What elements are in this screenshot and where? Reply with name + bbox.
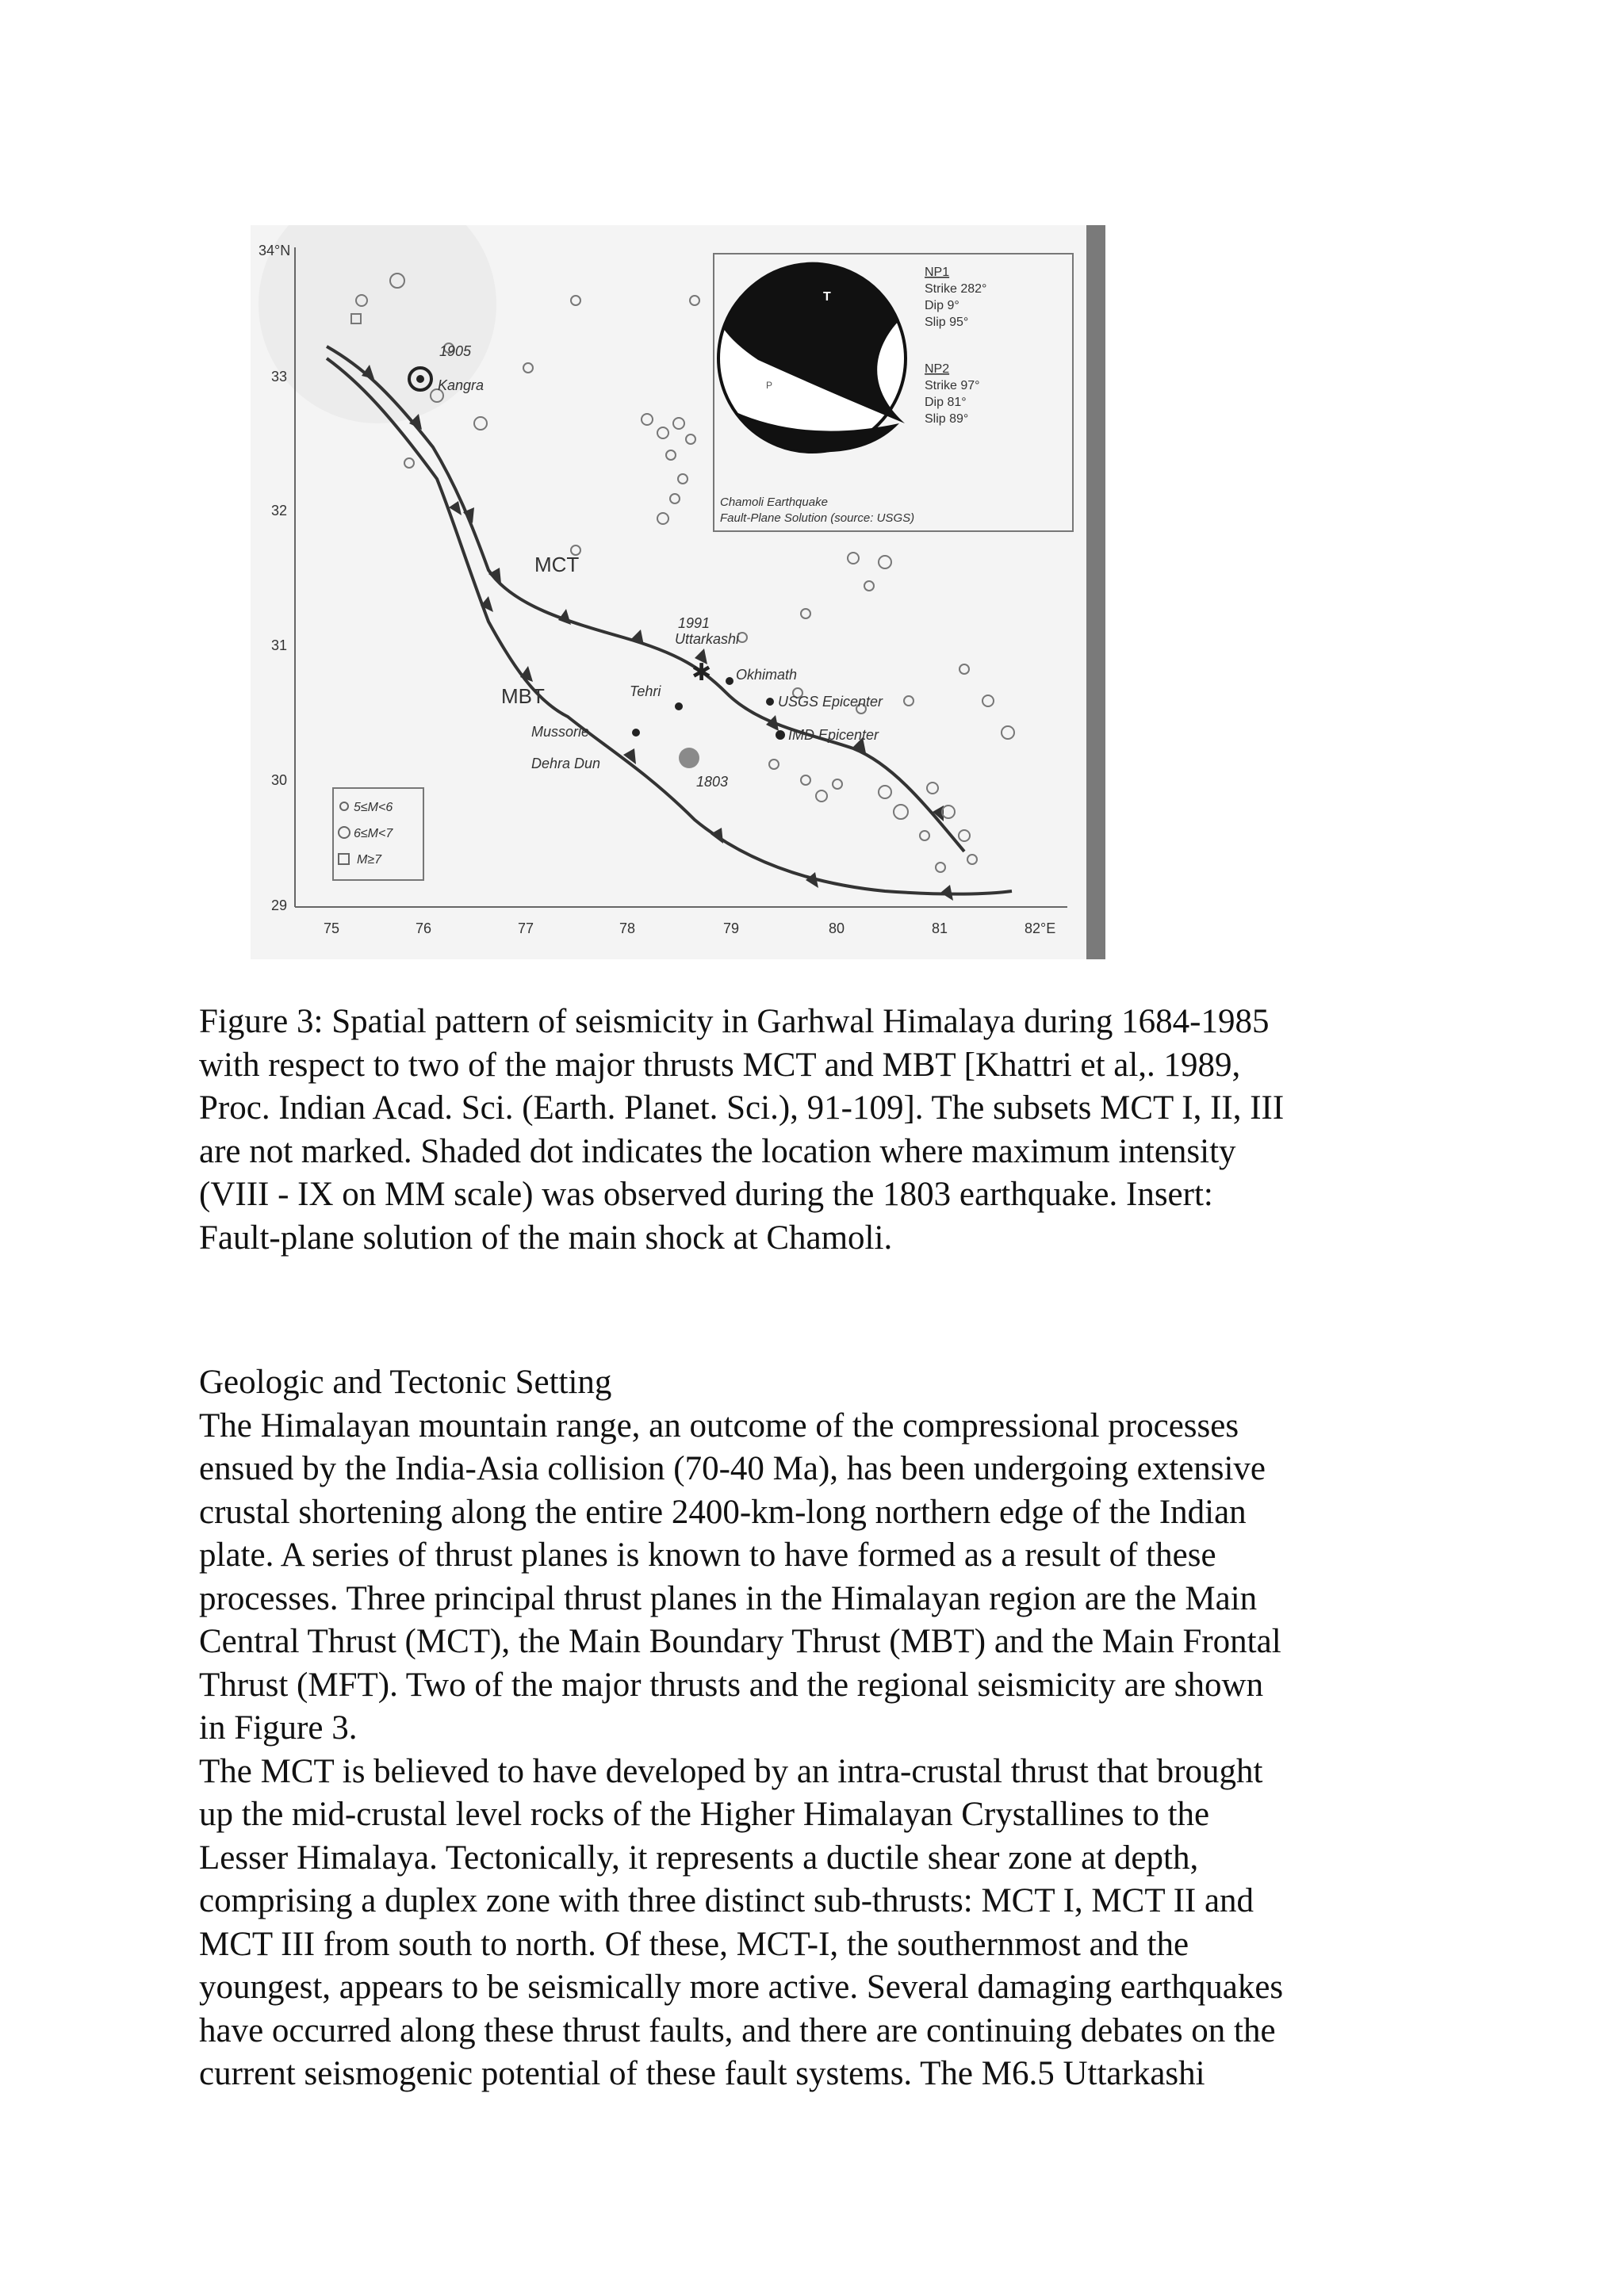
caption-line: Proc. Indian Acad. Sci. (Earth. Planet. Sci.), 91-109]. The subsets MCT I, II, III [199,1089,1285,1127]
lon-label: 79 [723,920,740,936]
lat-label: 31 [271,637,288,653]
place-label: Dehra Dun [531,756,601,771]
section-geologic-setting [199,1361,1436,2096]
np1-line: Dip 9° [925,299,959,312]
body-line: The Himalayan mountain range, an outcome of the compressional processes [199,1406,1239,1445]
imd-epicenter-label: IMD Epicenter [788,727,879,743]
place-label: Kangra [438,377,485,393]
lon-label: 81 [932,920,948,936]
lon-label: 77 [518,920,534,936]
legend-entry: 6≤M<7 [354,827,393,840]
body-line: comprising a duplex zone with three distinct sub-thrusts: MCT I, MCT II and [199,1882,1254,1919]
place-label: Tehri [630,683,661,699]
body-line: Central Thrust (MCT), the Main Boundary Thrust (MBT) and the Main Frontal [199,1623,1281,1660]
body-line: youngest, appears to be seismically more active. Several damaging earthquakes [199,1969,1284,2006]
caption-line: (VIII - IX on MM scale) was observed during the 1803 earthquake. Insert: [199,1176,1213,1213]
inset-caption-line: Fault-Plane Solution (source: USGS) [720,511,915,525]
lon-label: 78 [619,920,636,936]
usgs-epicenter-marker [766,698,774,706]
mbt-label: MBT [501,684,545,708]
body-line: Lesser Himalaya. Tectonically, it represents a ductile shear zone at depth, [199,1839,1199,1877]
event-year-label: 1803 [696,774,729,790]
inset-caption-line: Chamoli Earthquake [720,496,828,509]
imd-epicenter-marker [776,730,785,740]
lat-label: 34°N [259,243,291,258]
dehra-dun-dot [632,729,640,737]
body-line: in Figure 3. [199,1709,358,1747]
np2-title: NP2 [925,362,950,376]
event-year-label: 1905 [439,343,472,359]
lat-label: 29 [271,897,288,913]
okhimath-dot [726,677,733,685]
np2-line: Slip 89° [925,412,969,426]
lon-label: 75 [324,920,340,936]
event-year-label: 1991 [678,615,710,631]
legend-entry: 5≤M<6 [354,801,393,814]
mct-label: MCT [534,553,580,576]
seismicity-map-figure [251,225,1105,959]
body-line: Thrust (MFT). Two of the major thrusts and the regional seismicity are shown [199,1666,1264,1704]
lat-label: 30 [271,772,288,788]
body-line: The MCT is believed to have developed by an intra-crustal thrust that brought [199,1752,1263,1790]
body-line: crustal shortening along the entire 2400-km-long northern edge of the Indian [199,1493,1247,1531]
fault-plane-solution-inset [714,254,1073,531]
beachball-p-label: P [766,380,773,391]
caption-line: with respect to two of the major thrusts MCT and MBT [Khattri et al,. 1989, [199,1046,1241,1084]
body-line: have occurred along these thrust faults, and there are continuing debates on the [199,2011,1276,2049]
place-label: Okhimath [736,667,798,683]
magnitude-legend [333,788,423,880]
np1-line: Slip 95° [925,316,969,329]
body-line: up the mid-crustal level rocks of the Higher Himalayan Crystallines to the [199,1796,1210,1833]
body-line: current seismogenic potential of these fault systems. The M6.5 Uttarkashi [199,2055,1205,2092]
place-label: Mussorie [531,724,590,740]
usgs-epicenter-label: USGS Epicenter [778,694,883,710]
beachball-t-label: T [823,290,831,304]
body-line: ensued by the India-Asia collision (70-40 Ma), has been undergoing extensive [199,1450,1266,1487]
lat-label: 32 [271,503,288,519]
np1-title: NP1 [925,266,950,279]
max-intensity-1803-dot [679,748,699,768]
lon-label: 82°E [1025,920,1056,936]
tehri-dot [675,702,683,710]
caption-line: Fault-plane solution of the main shock at Chamoli. [199,1219,893,1257]
legend-entry: M≥7 [357,853,382,867]
body-line: plate. A series of thrust planes is known to have formed as a result of these [199,1536,1216,1574]
np1-line: Strike 282° [925,282,987,296]
place-label: Uttarkashi [675,631,740,647]
uttarkashi-epicenter-marker: ✱ [691,659,712,687]
caption-line: are not marked. Shaded dot indicates the location where maximum intensity [199,1132,1236,1170]
figure-caption [199,1001,1436,1260]
section-heading: Geologic and Tectonic Setting [199,1364,612,1401]
lat-label: 33 [271,369,288,385]
body-line: processes. Three principal thrust planes in the Himalayan region are the Main [199,1579,1258,1617]
lon-label: 80 [829,920,845,936]
caption-line: Figure 3: Spatial pattern of seismicity in Garhwal Himalaya during 1684-1985 [199,1003,1270,1040]
np2-line: Strike 97° [925,379,980,392]
lon-label: 76 [416,920,432,936]
body-line: MCT III from south to north. Of these, MCT-I, the southernmost and the [199,1925,1189,1963]
np2-line: Dip 81° [925,396,967,409]
